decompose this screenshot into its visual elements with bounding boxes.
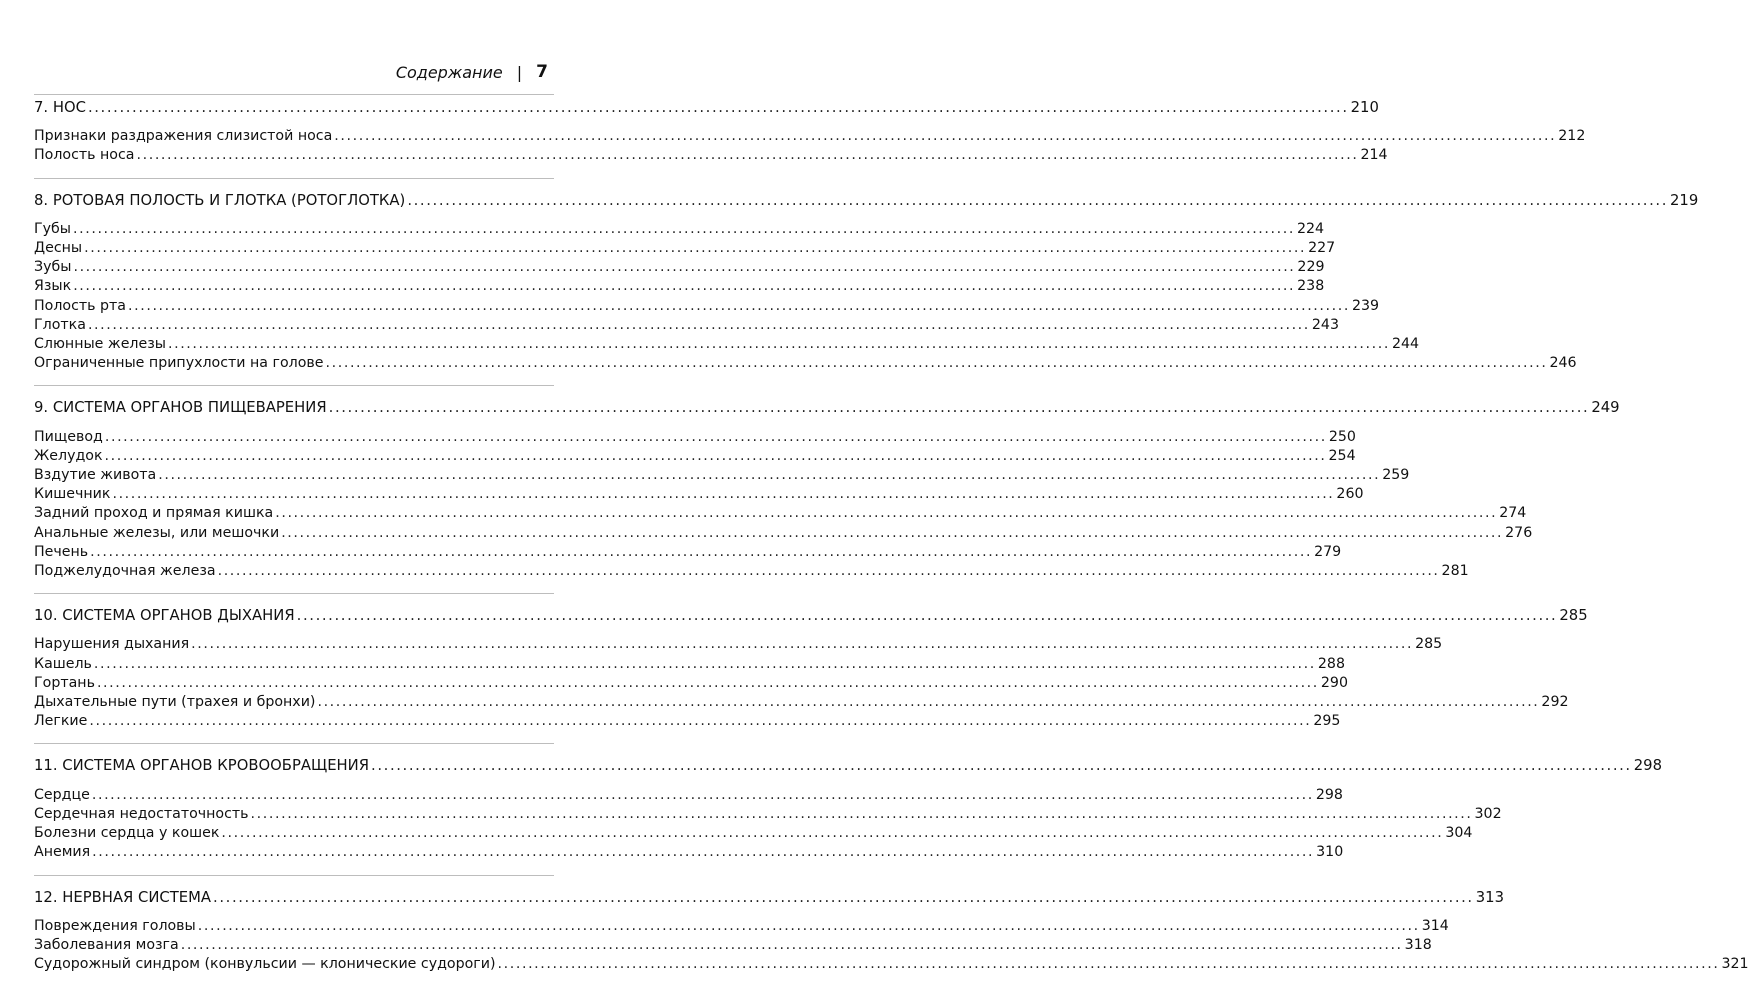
toc-entry — [34, 277, 1325, 296]
dot-leader: ........................................................................................................................................................................................................ — [73, 220, 1295, 237]
toc-section — [34, 756, 1662, 862]
entry-title: Зубы — [34, 259, 72, 276]
dot-leader: ........................................................................................................................................................................................................ — [136, 147, 1359, 164]
toc-entry — [34, 316, 1339, 335]
entry-page: 292 — [1541, 694, 1569, 711]
entry-page: 288 — [1317, 655, 1345, 672]
entry-title: Задний проход и прямая кишка — [34, 505, 274, 522]
entry-page: 224 — [1296, 220, 1325, 237]
entry-title: Кишечник — [34, 486, 111, 503]
entry-title: Нарушения дыхания — [34, 636, 190, 653]
entry-page: 246 — [1549, 355, 1577, 372]
entry-title: Слюнные железы — [34, 336, 166, 353]
dot-leader: ........................................................................................................................................................................................................ — [87, 316, 1310, 333]
running-head — [396, 62, 548, 82]
chapter-title: 8. РОТОВАЯ ПОЛОСТЬ И ГЛОТКА (РОТОГЛОТКА) — [34, 191, 406, 209]
toc-entry — [34, 824, 1473, 843]
chapter-row — [34, 888, 1504, 907]
entry-title: Желудок — [34, 447, 103, 464]
entry-page: 274 — [1499, 505, 1527, 522]
chapter-page: 210 — [1350, 99, 1379, 116]
entry-page: 229 — [1297, 259, 1325, 276]
section-divider — [34, 593, 554, 594]
entry-title: Болезни сердца у кошек — [34, 825, 220, 842]
entry-title: Признаки раздражения слизистой носа — [34, 128, 333, 145]
toc-entry — [34, 543, 1342, 562]
toc-entry — [34, 917, 1449, 936]
dot-leader: ........................................................................................................................................................................................................ — [92, 844, 1315, 861]
dot-leader: ........................................................................................................................................................................................................ — [213, 888, 1474, 906]
dot-leader: ........................................................................................................................................................................................................ — [275, 505, 1498, 522]
toc-entry — [34, 936, 1432, 955]
entry-page: 239 — [1351, 297, 1380, 314]
entry-page: 304 — [1445, 825, 1473, 842]
dot-leader: ........................................................................................................................................................................................................ — [328, 399, 1590, 417]
entry-page: 276 — [1505, 524, 1533, 541]
toc-entry — [34, 335, 1420, 354]
running-head-separator: | — [516, 62, 523, 82]
entry-page: 238 — [1297, 278, 1325, 295]
dot-leader: ........................................................................................................................................................................................................ — [250, 805, 1473, 822]
toc-entry — [34, 712, 1341, 731]
dot-leader: ........................................................................................................................................................................................................ — [167, 336, 1390, 353]
entry-title: Поджелудочная железа — [34, 563, 216, 580]
dot-leader: ........................................................................................................................................................................................................ — [89, 713, 1312, 730]
toc-section — [34, 888, 1749, 975]
table-of-contents — [34, 98, 1749, 974]
toc-entry — [34, 297, 1380, 316]
dot-leader: ........................................................................................................................................................................................................ — [96, 674, 1319, 691]
toc-entry — [34, 466, 1410, 485]
entry-page: 260 — [1336, 486, 1364, 503]
entry-title: Вздутие живота — [34, 467, 157, 484]
chapter-page: 249 — [1591, 399, 1620, 417]
toc-entry — [34, 805, 1502, 824]
dot-leader: ........................................................................................................................................................................................................ — [191, 636, 1414, 653]
entry-title: Судорожный синдром (конвульсии — клонические судороги) — [34, 956, 496, 973]
toc-entry — [34, 843, 1344, 862]
entry-page: 318 — [1404, 936, 1432, 953]
dot-leader: ........................................................................................................................................................................................................ — [281, 524, 1504, 541]
chapter-row — [34, 756, 1662, 775]
entry-title: Пищевод — [34, 428, 103, 445]
entry-title: Сердце — [34, 786, 90, 803]
entry-page: 310 — [1316, 844, 1344, 861]
entry-title: Легкие — [34, 713, 88, 730]
entry-page: 243 — [1311, 316, 1339, 333]
toc-entry — [34, 485, 1364, 504]
dot-leader: ........................................................................................................................................................................................................ — [296, 607, 1558, 625]
chapter-page: 219 — [1670, 191, 1699, 209]
chapter-page: 285 — [1559, 607, 1588, 625]
dot-leader: ........................................................................................................................................................................................................ — [317, 694, 1540, 711]
entry-title: Глотка — [34, 316, 86, 333]
entry-page: 321 — [1721, 956, 1749, 973]
chapter-page: 298 — [1633, 757, 1662, 775]
entry-page: 285 — [1415, 636, 1443, 653]
dot-leader: ........................................................................................................................................................................................................ — [497, 956, 1720, 973]
entry-page: 314 — [1421, 917, 1449, 934]
chapter-title: 10. СИСТЕМА ОРГАНОВ ДЫХАНИЯ — [34, 607, 295, 625]
chapter-title: 12. НЕРВНАЯ СИСТЕМА — [34, 888, 212, 906]
toc-entry — [34, 354, 1577, 373]
dot-leader: ........................................................................................................................................................................................................ — [112, 486, 1335, 503]
dot-leader: ........................................................................................................................................................................................................ — [104, 428, 1327, 445]
chapter-title: 9. СИСТЕМА ОРГАНОВ ПИЩЕВАРЕНИЯ — [34, 399, 327, 417]
section-divider — [34, 178, 554, 179]
entry-title: Язык — [34, 278, 72, 295]
entry-page: 250 — [1328, 428, 1356, 445]
toc-entry — [34, 562, 1469, 581]
entry-title: Губы — [34, 220, 71, 237]
section-divider — [34, 385, 554, 386]
toc-entry — [34, 428, 1356, 447]
top-rule — [34, 94, 554, 95]
toc-entry — [34, 146, 1388, 165]
toc-entry — [34, 786, 1343, 805]
chapter-row — [34, 191, 1699, 210]
entry-title: Кашель — [34, 655, 92, 672]
dot-leader: ........................................................................................................................................................................................................ — [407, 191, 1669, 209]
dot-leader: ........................................................................................................................................................................................................ — [217, 563, 1440, 580]
entry-page: 290 — [1320, 674, 1348, 691]
entry-title: Десны — [34, 240, 83, 257]
dot-leader: ........................................................................................................................................................................................................ — [180, 936, 1403, 953]
toc-section — [34, 191, 1699, 374]
dot-leader: ........................................................................................................................................................................................................ — [104, 447, 1327, 464]
entry-title: Анемия — [34, 844, 91, 861]
toc-entry — [34, 504, 1527, 523]
toc-entry — [34, 127, 1586, 146]
toc-section — [34, 98, 1586, 166]
dot-leader: ........................................................................................................................................................................................................ — [334, 128, 1557, 145]
entry-title: Печень — [34, 543, 89, 560]
dot-leader: ........................................................................................................................................................................................................ — [371, 757, 1632, 775]
toc-entry — [34, 258, 1325, 277]
entry-page: 227 — [1308, 240, 1336, 257]
dot-leader: ........................................................................................................................................................................................................ — [87, 99, 1349, 116]
dot-leader: ........................................................................................................................................................................................................ — [84, 240, 1307, 257]
entry-page: 212 — [1558, 128, 1586, 145]
chapter-row — [34, 398, 1620, 417]
entry-title: Сердечная недостаточность — [34, 805, 249, 822]
chapter-row — [34, 98, 1379, 117]
toc-section — [34, 606, 1588, 731]
entry-title: Ограниченные припухлости на голове — [34, 355, 324, 372]
dot-leader: ........................................................................................................................................................................................................ — [197, 917, 1420, 934]
chapter-title: 11. СИСТЕМА ОРГАНОВ КРОВООБРАЩЕНИЯ — [34, 757, 370, 775]
entry-title: Дыхательные пути (трахея и бронхи) — [34, 694, 316, 711]
dot-leader: ........................................................................................................................................................................................................ — [325, 355, 1548, 372]
dot-leader: ........................................................................................................................................................................................................ — [128, 297, 1350, 314]
entry-page: 214 — [1360, 147, 1388, 164]
entry-title: Повреждения головы — [34, 917, 196, 934]
dot-leader: ........................................................................................................................................................................................................ — [73, 278, 1296, 295]
toc-entry — [34, 693, 1569, 712]
toc-entry — [34, 955, 1749, 974]
entry-title: Гортань — [34, 674, 95, 691]
chapter-page: 313 — [1475, 888, 1504, 906]
entry-page: 302 — [1474, 805, 1502, 822]
entry-title: Анальные железы, или мешочки — [34, 524, 280, 541]
dot-leader: ........................................................................................................................................................................................................ — [158, 467, 1381, 484]
entry-page: 244 — [1391, 336, 1420, 353]
toc-entry — [34, 674, 1348, 693]
toc-entry — [34, 524, 1533, 543]
chapter-title: 7. НОС — [34, 99, 86, 116]
entry-page: 281 — [1441, 563, 1469, 580]
entry-page: 254 — [1328, 447, 1356, 464]
running-head-title: Содержание — [395, 62, 503, 82]
entry-title: Заболевания мозга — [34, 936, 179, 953]
entry-page: 295 — [1313, 713, 1341, 730]
section-divider — [34, 743, 554, 744]
toc-entry — [34, 239, 1336, 258]
toc-entry — [34, 220, 1325, 239]
toc-entry — [34, 635, 1443, 654]
toc-entry — [34, 447, 1356, 466]
dot-leader: ........................................................................................................................................................................................................ — [91, 786, 1314, 803]
toc-entry — [34, 655, 1345, 674]
dot-leader: ........................................................................................................................................................................................................ — [221, 825, 1444, 842]
entry-page: 298 — [1315, 786, 1343, 803]
toc-section — [34, 398, 1620, 581]
entry-page: 259 — [1382, 467, 1410, 484]
dot-leader: ........................................................................................................................................................................................................ — [73, 259, 1296, 276]
chapter-row — [34, 606, 1588, 625]
dot-leader: ........................................................................................................................................................................................................ — [93, 655, 1316, 672]
entry-title: Полость носа — [34, 147, 135, 164]
dot-leader: ........................................................................................................................................................................................................ — [90, 543, 1313, 560]
entry-title: Полость рта — [34, 297, 126, 314]
section-divider — [34, 875, 554, 876]
entry-page: 279 — [1314, 543, 1342, 560]
page-number: 7 — [536, 62, 548, 82]
